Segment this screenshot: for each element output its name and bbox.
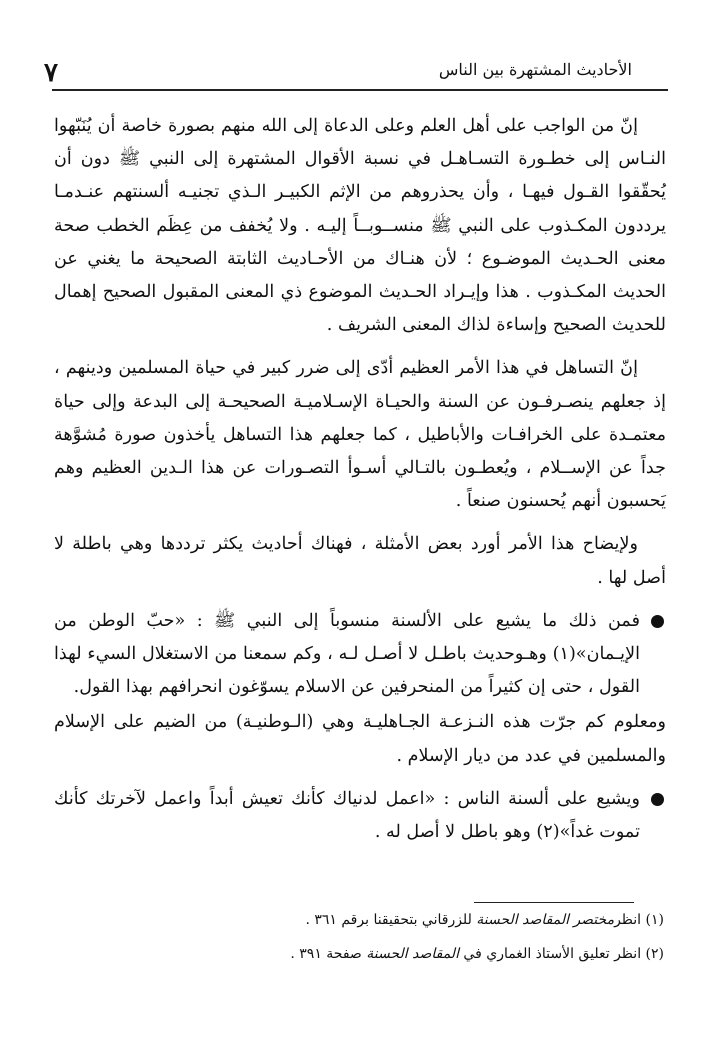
footnote-2 (200, 944, 664, 964)
paragraph-3: ولإيضاح هذا الأمر أورد بعض الأمثلة ، فهناك أحاديث يكثر ترددها وهي باطلة لا أصل لها . (54, 534, 666, 588)
page-number: ٧ (44, 58, 58, 88)
bullet-2-text: ويشيع على ألسنة الناس : «اعمل لدنياك كأنك تعيش أبداً واعمل لآخرتك كأنك تموت غداً»(٢) وهو باطل لا أصل له . (54, 788, 640, 843)
footnote-rule (474, 902, 634, 903)
bullet-item-2 (54, 783, 666, 849)
bullet-dot-icon (651, 615, 664, 628)
bullet-1-text: فمن ذلك ما يشيع على الألسنة منسوباً إلى النبي ﷺ : «حبّ الوطن من الإيـمان»(١) وهـوحديث باطـل لا أصـل لـه ، وكم سمعنا من الاستغلال السيء لهذا القول ، حتى إن كثيراً من المنحرفين عن الاسلام يسوّغون انحرافهم بهذا القول. (54, 610, 640, 698)
bullet-item-1 (54, 605, 666, 705)
footnote-2-prefix: (٢) انظر تعليق الأستاذ الغماري في (458, 946, 664, 962)
header-rule (52, 89, 668, 91)
bullet-dot-icon (651, 793, 664, 806)
footnote-1-prefix: (١) انظر (614, 912, 664, 928)
footnotes (200, 910, 664, 978)
footnote-1-book-title: مختصر المقاصد الحسنة (476, 912, 615, 928)
running-header (44, 58, 668, 88)
footnote-2-book-title: المقاصد الحسنة (366, 946, 459, 962)
header-title: الأحاديث المشتهرة بين الناس (438, 60, 632, 79)
paragraph-2: إنّ التساهل في هذا الأمر العظيم أدّى إلى ضرر كبير في حياة المسلمين ودينهم ، إذ جعلهم ينصـرفـون عن السنة والحيـاة الإسـلاميـة الصحيحـة إلى البدعة وإلى حياة معتمـدة على الخرافـات والأباطيل ، كما جعلهم هذا التساهل يأخذون صورة مُشوَّهة جداً عن الإســلام ، ويُعطـون بالتـالي أسـوأ التصـورات عن هذا الـدين العظيم وهم يَحسبون أنهم يُحسنون صنعاً . (54, 358, 666, 512)
footnote-1 (200, 910, 664, 930)
paragraph-1: إنّ من الواجب على أهل العلم وعلى الدعاة إلى الله منهم بصورة خاصة أن يُنَبّهوا النـاس إلى خطـورة التسـاهـل في نسبة الأقوال المشتهرة إلى النبي ﷺ دون أن يُحقّقوا القـول فيهـا ، وأن يحذروهم من الإثم الكبيـر الـذي تجنيـه ألسنتهم عنـدمـا يرددون المكـذوب على النبي ﷺ منســوبــاً إليـه . ولا يُخفف من عِظَم الخطب صحة معنى الحـديث الموضـوع ؛ لأن هنـاك من الأحـاديث الثابتة الصحيحة ما يغني عن الحديث المكـذوب . هذا وإيـراد الحـديث الموضوع ذي المعنى المقبول الصحيح إهمال للحديث الصحيح وإساءة لذاك المعنى الشريف . (54, 116, 666, 336)
footnote-1-suffix: للزرقاني بتحقيقنا برقم ٣٦١ . (305, 912, 477, 928)
bullet-1-continuation: ومعلوم كم جرّت هذه النـزعـة الجـاهليـة وهي (الـوطنيـة) من الضيم على الإسلام والمسلمين في عدد من ديار الإسلام . (54, 712, 666, 766)
main-text (54, 110, 666, 851)
footnote-2-suffix: صفحة ٣٩١ . (290, 946, 367, 962)
